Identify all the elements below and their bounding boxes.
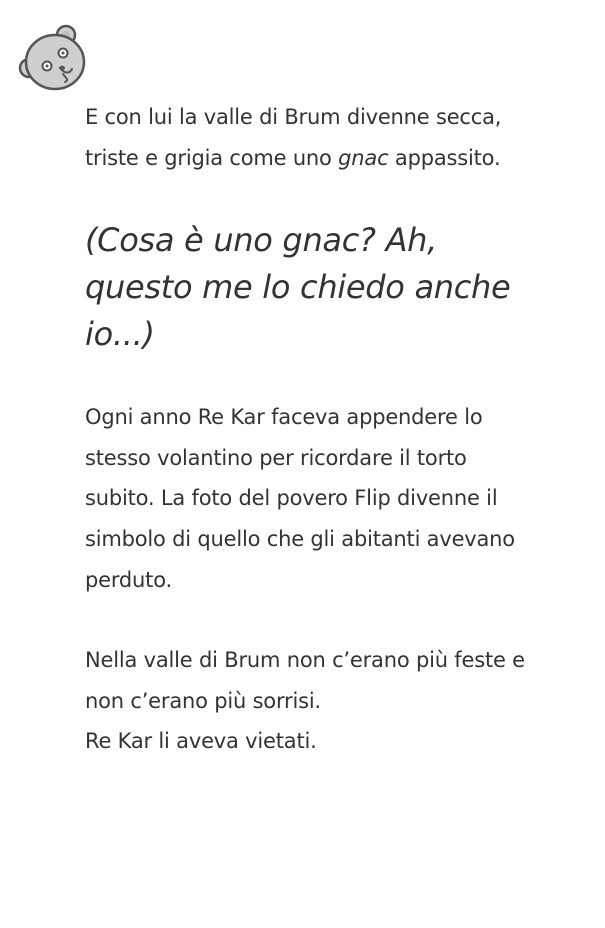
paragraph-3-line-1: Nella valle di Brum non c’erano più feste e non c’erano più sorrisi. (85, 648, 525, 713)
story-text (85, 97, 525, 762)
paragraph-2: Ogni anno Re Kar faceva appendere lo stesso volantino per ricordare il torto subito. La foto del povero Flip divenne il simbolo di quello che gli abitanti avevano perduto. (85, 405, 515, 592)
paragraph-3 (85, 640, 525, 762)
aside-italic: (Cosa è uno gnac? Ah, questo me lo chiedo anche io...) (85, 221, 511, 354)
paragraph-1-after: appassito. (388, 145, 501, 170)
bear-face-icon (16, 22, 88, 94)
gnac-emphasis: gnac (338, 145, 389, 170)
paragraph-1 (85, 97, 525, 178)
paragraph-3-line-2: Re Kar li aveva vietati. (85, 729, 317, 754)
paragraph-1-before: E con lui la valle di Brum divenne secca, triste e grigia come uno (85, 105, 502, 170)
